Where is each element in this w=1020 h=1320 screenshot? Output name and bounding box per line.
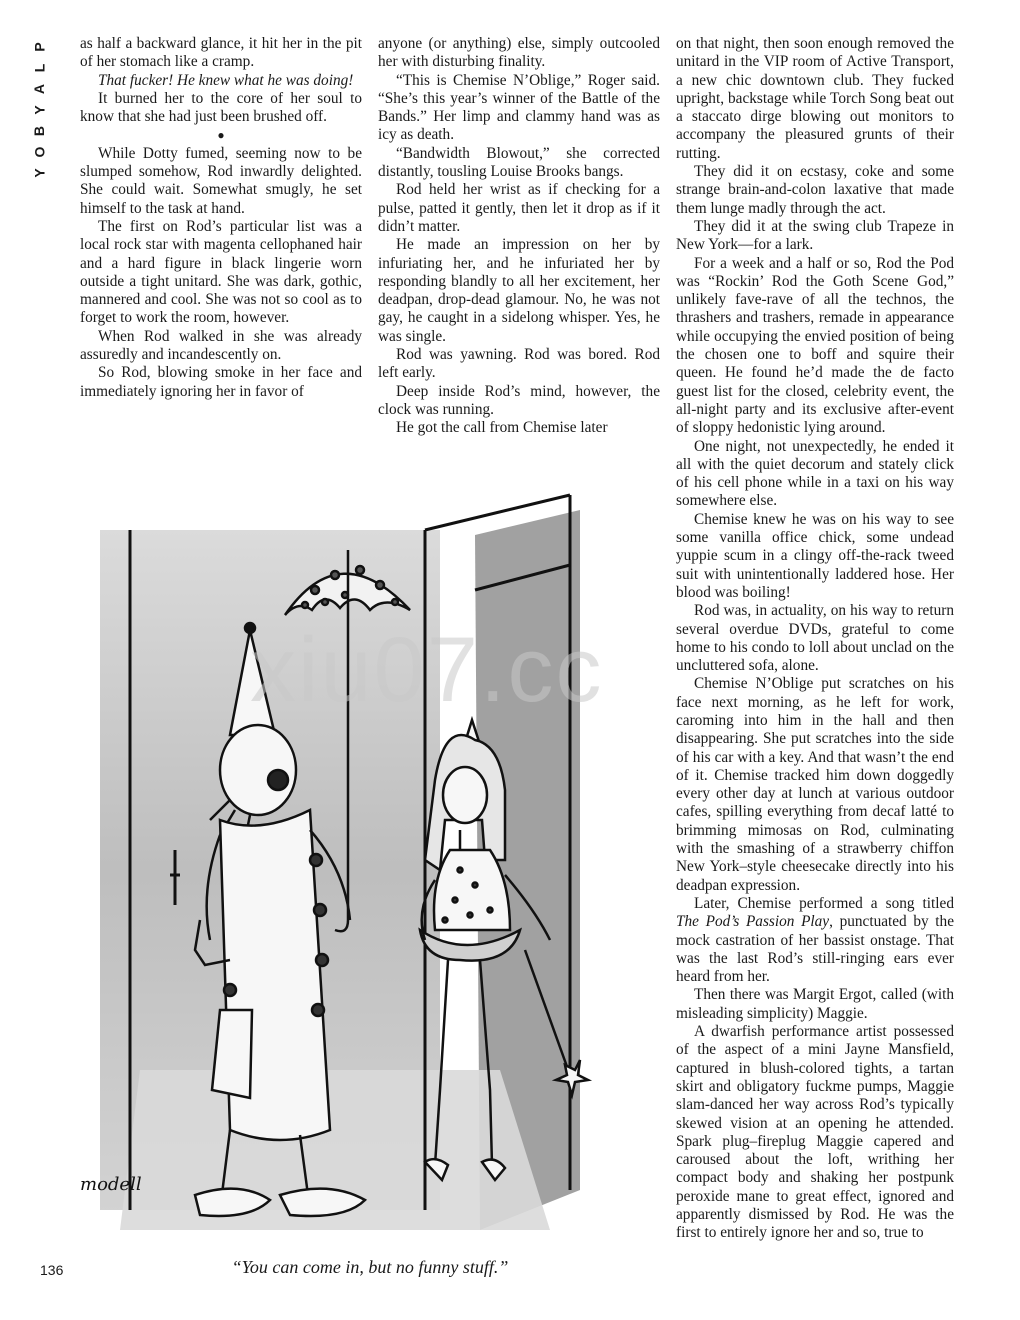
paragraph: Rod held her wrist as if checking for a pulse, patted it gently, then let it drop as if it didn’t matter. bbox=[378, 181, 660, 235]
paragraph: When Rod walked in she was already assuredly and incandescently on. bbox=[80, 327, 362, 364]
paragraph: anyone (or anything) else, simply outcooled her with disturbing finality. bbox=[378, 35, 660, 71]
sidebar-letter: B bbox=[31, 124, 48, 137]
paragraph: For a week and a half or so, Rod the Pod was “Rockin’ Rod the Goth Scene God,” unlikely fave-rave of all the technos, the thrashers and trashers, remade in appearance while occupying the envied position of being the chosen one to boff and squire their queen. He found he’d made the de facto guest list for the closed, celebrity event, the all-night party and its exclusive after-event of sloppy hedonistic lying around. bbox=[676, 254, 954, 437]
paragraph: One night, not unexpectedly, he ended it all with the quiet decorum and stately click of his cell phone while in a taxi on his way somewhere else. bbox=[676, 437, 954, 510]
paragraph: He got the call from Chemise later bbox=[396, 419, 608, 437]
paragraph: “Bandwidth Blowout,” she corrected distantly, tousling Louise Brooks bangs. bbox=[378, 144, 660, 181]
paragraph: They did it at the swing club Trapeze in New York—for a lark. bbox=[676, 217, 954, 254]
text-column-middle bbox=[378, 35, 660, 438]
page-number: 136 bbox=[40, 1262, 64, 1278]
paragraph: as half a backward glance, it hit her in the pit of her stomach like a cramp. bbox=[80, 35, 362, 71]
paragraph: It burned her to the core of her soul to know that she had just been brushed off. bbox=[80, 89, 362, 126]
paragraph: He made an impression on her by infuriating her, and he infuriated her by responding blandly to all her excitement, her deadpan, drop-dead glamour. No, he was not gay, he caught in a sidelong whisper. Yes, he was single. bbox=[378, 236, 660, 345]
sidebar-letter: A bbox=[31, 82, 48, 95]
paragraph: A dwarfish performance artist possessed of the aspect of a mini Jayne Mansfield, captured in blush-colored tights, a tartan skirt and obligatory fuckme pumps, Maggie slam-danced her way across Rod’s typically skewed vision at an opening he attended. Spark plug–fireplug Maggie capered and caroused about the loft, writhing her compact body and shaking her postpunk peroxide mane to great effect, ignored and apparently dismissed by Rod. He was the first to entirely ignore her and so, true to bbox=[676, 1023, 954, 1242]
text-column-right bbox=[676, 35, 954, 1243]
paragraph: Then there was Margit Ergot, called (with misleading simplicity) Maggie. bbox=[676, 986, 954, 1022]
paragraph: While Dotty fumed, seeming now to be slumped somehow, Rod inwardly delighted. She could wait. Somewhat smugly, he set himself to the task at hand. bbox=[80, 144, 362, 217]
song-title: The Pod’s Passion Play bbox=[676, 913, 830, 931]
paragraph: Rod was, in actuality, on his way to return several overdue DVDs, grateful to come home to his condo to loll about unclad on the uncluttered sofa, alone. bbox=[676, 602, 954, 675]
magazine-sidebar-title bbox=[28, 36, 52, 183]
paragraph bbox=[676, 895, 954, 986]
paragraph: on that night, then soon enough removed the unitard in the VIP room of Active Transport, a new chic downtown club. They fucked upright, backstage while Torch Song beat out a staccato dirge blowing out monitors to accompany the pleasured grunts of their rutting. bbox=[676, 35, 954, 162]
paragraph: Chemise knew he was on his way to see some vanilla office chick, some undead yuppie scum in a clingy off-the-rack tweed suit with unintentionally laddered hose. Her blood was boiling! bbox=[676, 510, 954, 601]
cartoon-illustration bbox=[80, 490, 658, 1245]
paragraph: So Rod, blowing smoke in her face and immediately ignoring her in favor of bbox=[80, 364, 362, 400]
sidebar-letter: Y bbox=[31, 104, 48, 115]
paragraph: Chemise N’Oblige put scratches on his face next morning, as he left for work, caroming into him in the hall and then disappearing. She put scratches into the side of his car with a key. And that wasn’t the end of it. Chemise tracked him down doggedly every other day at lunch at various outdoor cafes, spilling everything from decaf latté to brimming mimosas on Rod, culminating with the smashing of a strawberry chiffon New York–style cheesecake directly into his deadpan expression. bbox=[676, 675, 954, 894]
cartoon-caption: “You can come in, but no funny stuff.” bbox=[231, 1257, 509, 1277]
artist-signature: modell bbox=[80, 1174, 142, 1195]
paragraph: “This is Chemise N’Oblige,” Roger said. “She’s this year’s winner of the Battle of the Bands.” Her limp and clammy hand was as icy as death. bbox=[378, 71, 660, 144]
paragraph-italic bbox=[80, 72, 362, 90]
sidebar-letter: Y bbox=[31, 167, 48, 178]
section-break-bullet: ● bbox=[217, 128, 225, 143]
text-run: Later, Chemise performed a song titled bbox=[694, 894, 954, 912]
cartoon-drawing bbox=[80, 490, 658, 1245]
text-column-left bbox=[80, 35, 362, 401]
paragraph: Deep inside Rod’s mind, however, the clock was running. bbox=[378, 382, 660, 418]
sidebar-letter: O bbox=[31, 145, 48, 158]
watermark: xiu07.cc bbox=[250, 619, 604, 721]
sidebar-letter: L bbox=[31, 62, 48, 73]
italic-thought: That fucker! He knew what he was doing! bbox=[98, 71, 354, 89]
paragraph: The first on Rod’s particular list was a local rock star with magenta cellophaned hair and a hard figure in black lingerie worn outside a tight unitard. She was dark, gothic, mannered and cool. She was not so cool as to forget to work the room, however. bbox=[80, 217, 362, 327]
paragraph: Rod was yawning. Rod was bored. Rod left early. bbox=[378, 346, 660, 382]
text-run: , punctuated by the mock castration of her bassist onstage. That was the last Rod’s still-ringing ears ever heard from her. bbox=[676, 913, 954, 986]
paragraph: They did it on ecstasy, coke and some strange brain-and-colon laxative that made them lunge madly through the act. bbox=[676, 163, 954, 217]
sidebar-letter: P bbox=[31, 41, 48, 52]
